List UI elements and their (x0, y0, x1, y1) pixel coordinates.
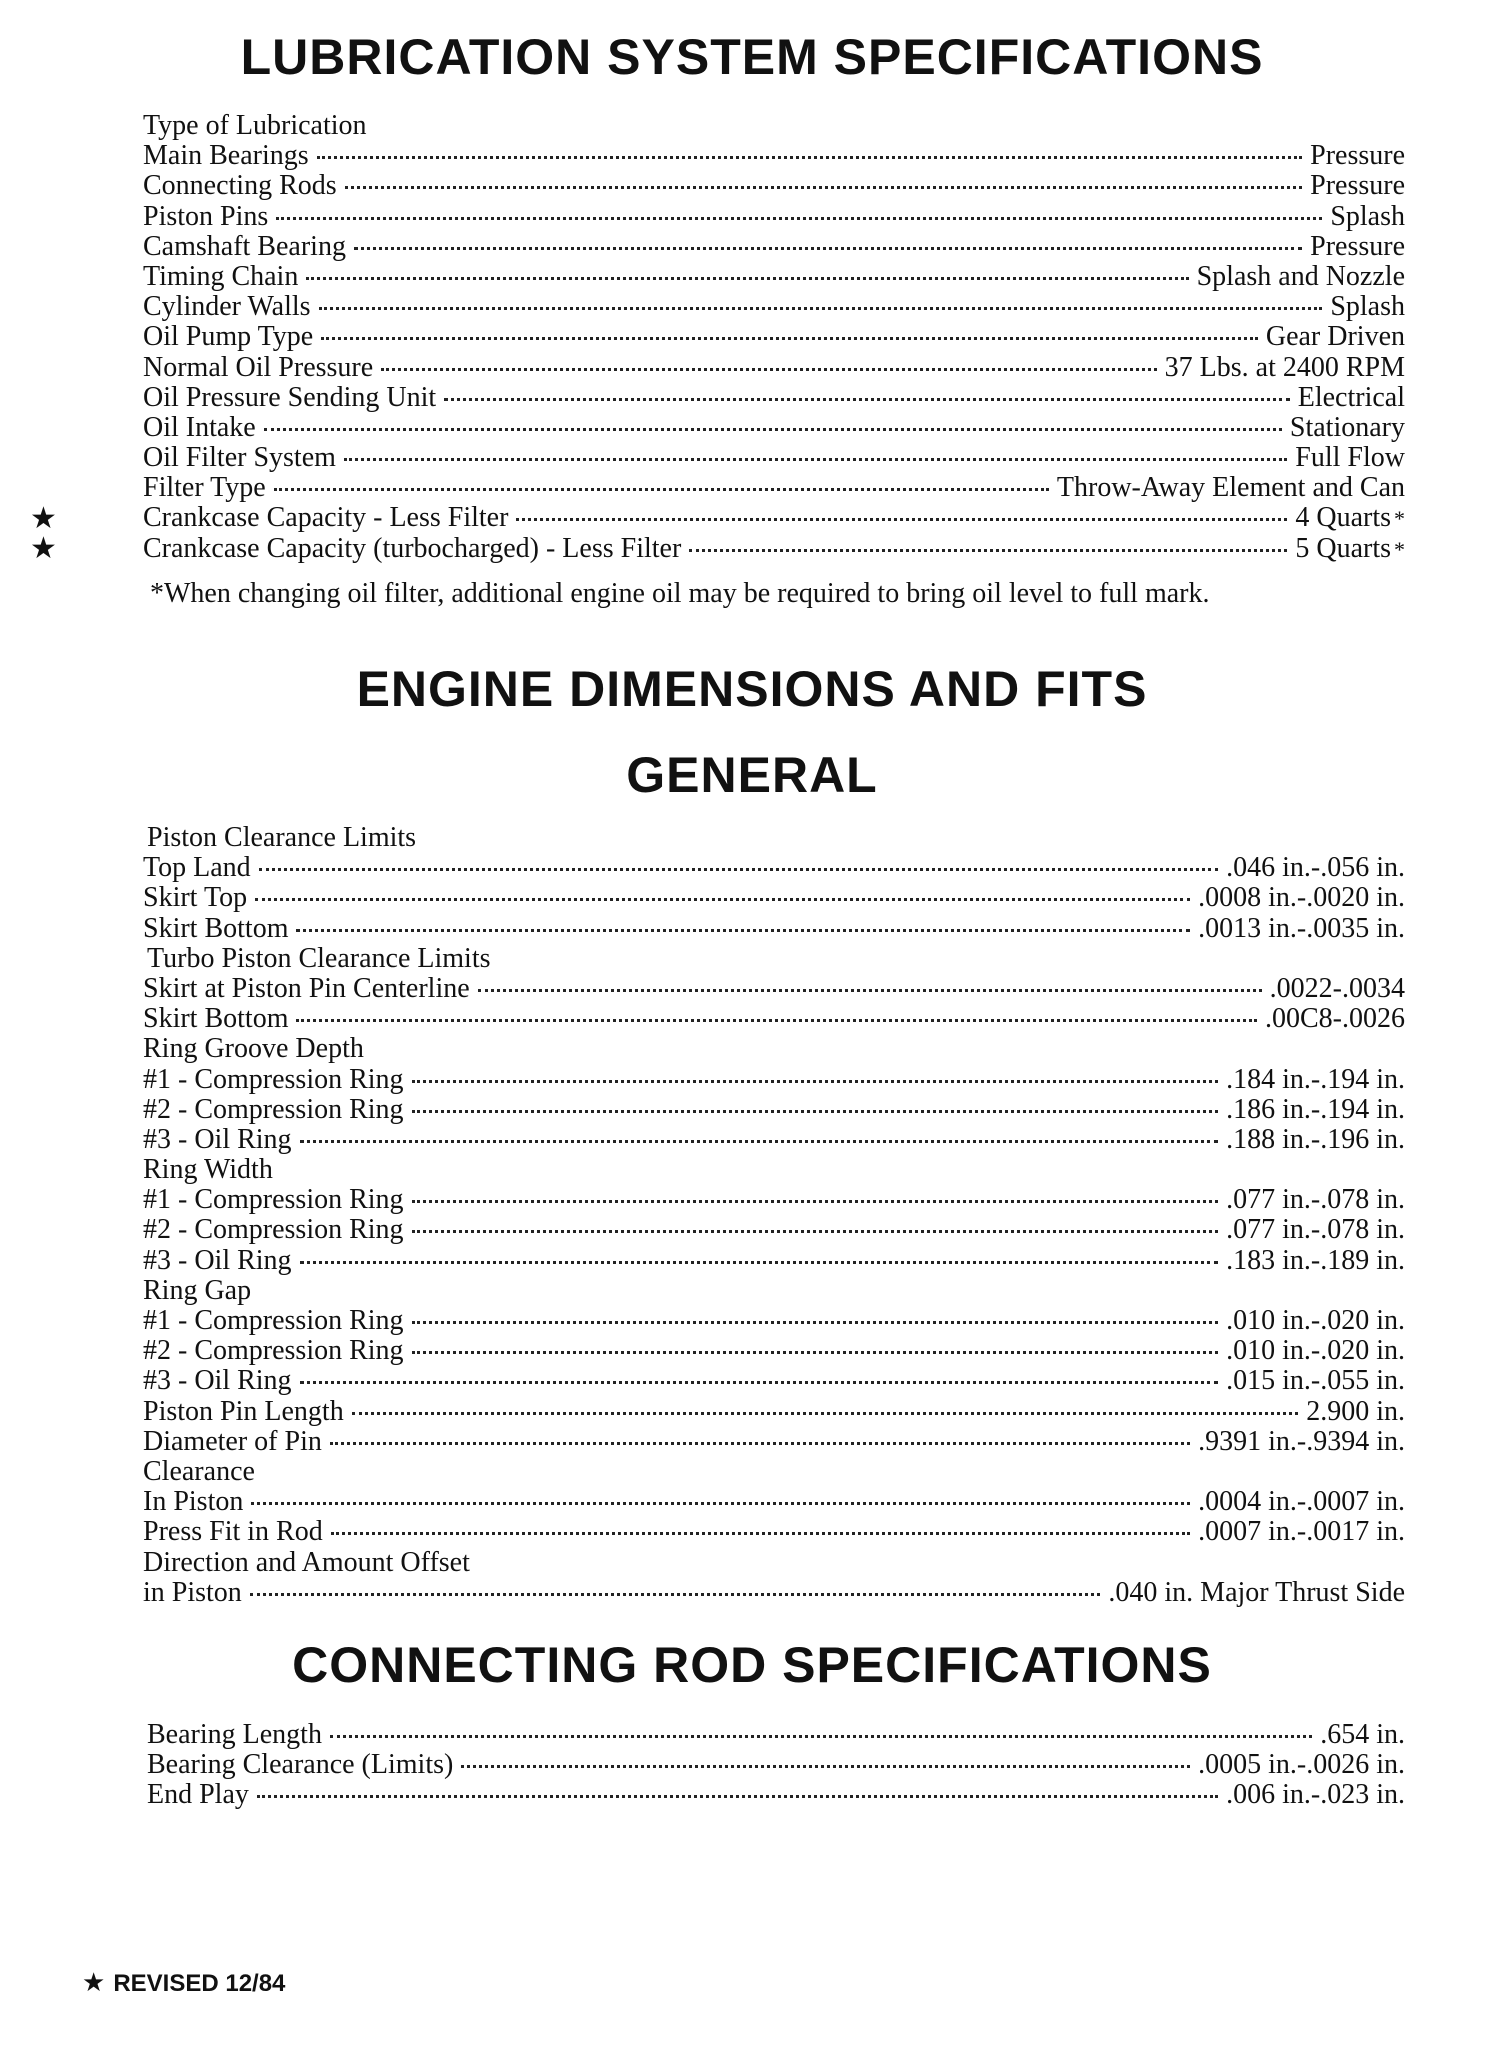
spec-value: .188 in.-.196 in. (1226, 1123, 1405, 1155)
spec-value: .015 in.-.055 in. (1226, 1365, 1405, 1397)
spec-label: Direction and Amount Offset (143, 1546, 470, 1578)
dot-leader (296, 1019, 1257, 1022)
spec-value: Pressure (1310, 170, 1405, 202)
spec-row (143, 1720, 1405, 1750)
spec-row (143, 353, 1405, 383)
general-subtitle: GENERAL (626, 747, 878, 803)
spec-row (143, 1125, 1405, 1155)
spec-value: 5 Quarts (1295, 532, 1391, 564)
spec-row (143, 292, 1405, 322)
spec-row (143, 1185, 1405, 1215)
spec-row (143, 1336, 1405, 1366)
connecting-rod-spec-list (143, 1720, 1405, 1811)
spec-value: Stationary (1289, 411, 1405, 443)
spec-row (143, 1548, 1405, 1578)
spec-row (143, 944, 1405, 974)
spec-label: Piston Pin Length (143, 1395, 344, 1427)
spec-value: Throw-Away Element and Can (1056, 472, 1405, 504)
spec-row (143, 473, 1405, 503)
dot-leader (689, 549, 1287, 552)
dot-leader (344, 458, 1287, 461)
dot-leader (276, 217, 1322, 220)
spec-label: #2 - Compression Ring (143, 1093, 404, 1125)
spec-row (143, 823, 1405, 853)
dot-leader (300, 1381, 1219, 1384)
dot-leader (255, 898, 1190, 901)
engine-spec-list (143, 823, 1405, 1608)
lubrication-spec-list (143, 111, 1405, 564)
dot-leader (352, 1412, 1299, 1415)
spec-label: #1 - Compression Ring (143, 1184, 404, 1216)
spec-label: Oil Pump Type (143, 321, 314, 353)
spec-row (143, 413, 1405, 443)
dot-leader (274, 488, 1049, 491)
spec-row (143, 111, 1405, 141)
spec-label: Ring Gap (143, 1274, 252, 1306)
dot-leader (306, 277, 1188, 280)
dot-leader (257, 1795, 1218, 1798)
spec-value: Electrical (1297, 381, 1405, 413)
engine-dimensions-title: ENGINE DIMENSIONS AND FITS (356, 661, 1148, 717)
spec-value: .0005 in.-.0026 in. (1198, 1749, 1405, 1781)
spec-row (143, 1246, 1405, 1276)
dot-leader (444, 398, 1290, 401)
spec-label: Turbo Piston Clearance Limits (147, 942, 491, 974)
spec-value: Gear Driven (1265, 321, 1405, 353)
spec-row (143, 171, 1405, 201)
spec-label: Crankcase Capacity (turbocharged) - Less Filter (143, 532, 682, 564)
dot-leader (330, 1442, 1190, 1445)
dot-leader (296, 929, 1190, 932)
spec-label: Diameter of Pin (143, 1425, 322, 1457)
spec-label: #3 - Oil Ring (143, 1123, 292, 1155)
dot-leader (331, 1532, 1190, 1535)
spec-label: #1 - Compression Ring (143, 1305, 404, 1336)
spec-label: #2 - Compression Ring (143, 1335, 404, 1367)
oil-filter-note: *When changing oil filter, additional engine oil may be required to bring oil level to full mark. (150, 578, 1210, 609)
spec-label: Bearing Length (147, 1719, 322, 1750)
spec-label: Skirt Top (143, 882, 248, 914)
spec-label: Skirt at Piston Pin Centerline (143, 972, 470, 1004)
dot-leader (412, 1321, 1219, 1324)
spec-row (143, 1750, 1405, 1780)
dot-leader (412, 1351, 1219, 1354)
spec-value: Full Flow (1295, 442, 1405, 474)
spec-row (143, 853, 1405, 883)
spec-row (143, 1517, 1405, 1547)
spec-value: .006 in.-.023 in. (1226, 1779, 1405, 1811)
dot-leader (412, 1080, 1219, 1083)
spec-label: Oil Filter System (143, 442, 336, 474)
spec-row (143, 914, 1405, 944)
dot-leader (412, 1110, 1219, 1113)
spec-row (143, 262, 1405, 292)
spec-row (143, 1155, 1405, 1185)
spec-value: .0022-.0034 (1269, 972, 1405, 1004)
dot-leader (461, 1765, 1190, 1768)
spec-value: .0004 in.-.0007 in. (1198, 1486, 1405, 1518)
spec-row (143, 322, 1405, 352)
spec-row (143, 141, 1405, 171)
spec-row (143, 883, 1405, 913)
spec-label: #2 - Compression Ring (143, 1214, 404, 1246)
revision-footer (82, 1968, 285, 1998)
spec-label: Cylinder Walls (143, 291, 311, 323)
spec-row (143, 1457, 1405, 1487)
spec-label: Crankcase Capacity - Less Filter (143, 502, 509, 534)
spec-label: Filter Type (143, 472, 266, 504)
spec-value: 37 Lbs. at 2400 RPM (1164, 351, 1405, 383)
spec-label: Normal Oil Pressure (143, 351, 374, 383)
spec-row (143, 1487, 1405, 1517)
revision-star-icon: ★ (30, 530, 57, 566)
spec-row (143, 202, 1405, 232)
spec-label: Camshaft Bearing (143, 230, 346, 262)
spec-label: Oil Pressure Sending Unit (143, 381, 437, 413)
dot-leader (250, 1593, 1101, 1596)
spec-value: .077 in.-.078 in. (1226, 1214, 1405, 1246)
spec-row (143, 232, 1405, 262)
dot-leader (300, 1261, 1219, 1264)
revision-star-icon: ★ (82, 1968, 106, 1998)
spec-label: in Piston (143, 1576, 242, 1608)
spec-label: Skirt Bottom (143, 912, 289, 944)
spec-value: 2.900 in. (1306, 1395, 1405, 1427)
spec-label: Main Bearings (143, 140, 309, 172)
spec-value: .010 in.-.020 in. (1226, 1305, 1405, 1336)
spec-value: .040 in. Major Thrust Side (1108, 1576, 1405, 1608)
spec-label: Press Fit in Rod (143, 1516, 323, 1548)
lubrication-title: LUBRICATION SYSTEM SPECIFICATIONS (240, 29, 1264, 85)
spec-row (143, 1427, 1405, 1457)
dot-leader (345, 186, 1302, 189)
spec-label: Ring Width (143, 1154, 273, 1186)
spec-value: 4 Quarts (1295, 502, 1391, 534)
spec-row (143, 1215, 1405, 1245)
spec-row (143, 1276, 1405, 1306)
spec-row (143, 1034, 1405, 1064)
footnote-asterisk: * (1394, 536, 1405, 562)
spec-label: In Piston (143, 1486, 244, 1518)
spec-row (143, 1095, 1405, 1125)
spec-value: .00C8-.0026 (1265, 1003, 1405, 1035)
dot-leader (412, 1230, 1219, 1233)
spec-row (143, 1065, 1405, 1095)
spec-label: Bearing Clearance (Limits) (147, 1749, 454, 1781)
spec-label: #3 - Oil Ring (143, 1244, 292, 1276)
dot-leader (300, 1140, 1219, 1143)
revision-star-icon: ★ (30, 500, 57, 536)
spec-label: Connecting Rods (143, 170, 337, 202)
dot-leader (381, 368, 1156, 371)
spec-value: .9391 in.-.9394 in. (1198, 1425, 1405, 1457)
dot-leader (264, 428, 1282, 431)
spec-row (143, 534, 1405, 564)
dot-leader (259, 868, 1218, 871)
spec-label: #3 - Oil Ring (143, 1365, 292, 1397)
spec-value: .184 in.-.194 in. (1226, 1063, 1405, 1095)
connecting-rod-title: CONNECTING ROD SPECIFICATIONS (292, 1637, 1212, 1693)
spec-row (143, 503, 1405, 533)
revision-text: REVISED 12/84 (113, 1970, 286, 1997)
spec-value: .654 in. (1320, 1719, 1405, 1750)
dot-leader (319, 307, 1323, 310)
spec-label: #1 - Compression Ring (143, 1063, 404, 1095)
spec-row (143, 1004, 1405, 1034)
spec-value: .046 in.-.056 in. (1226, 852, 1405, 884)
dot-leader (478, 989, 1262, 992)
spec-value: Splash (1330, 291, 1405, 323)
dot-leader (516, 518, 1287, 521)
spec-label: Skirt Bottom (143, 1003, 289, 1035)
spec-row (143, 1780, 1405, 1810)
spec-value: .077 in.-.078 in. (1226, 1184, 1405, 1216)
spec-value: .0008 in.-.0020 in. (1198, 882, 1405, 914)
spec-row (143, 443, 1405, 473)
dot-leader (321, 337, 1258, 340)
spec-value: .0007 in.-.0017 in. (1198, 1516, 1405, 1548)
dot-leader (317, 156, 1302, 159)
dot-leader (412, 1200, 1219, 1203)
spec-value: .010 in.-.020 in. (1226, 1335, 1405, 1367)
spec-value: .183 in.-.189 in. (1226, 1244, 1405, 1276)
footnote-asterisk: * (1394, 506, 1405, 532)
spec-row (143, 1397, 1405, 1427)
spec-row (143, 383, 1405, 413)
spec-label: Timing Chain (143, 260, 299, 292)
spec-row (143, 974, 1405, 1004)
spec-value: .186 in.-.194 in. (1226, 1093, 1405, 1125)
spec-row (143, 1306, 1405, 1336)
spec-label: Oil Intake (143, 411, 256, 443)
spec-value: Splash and Nozzle (1196, 260, 1405, 292)
spec-row (143, 1578, 1405, 1608)
spec-row (143, 1366, 1405, 1396)
spec-label: Clearance (143, 1455, 255, 1487)
spec-label: Ring Groove Depth (143, 1033, 364, 1065)
dot-leader (251, 1502, 1190, 1505)
spec-value: Pressure (1310, 230, 1405, 262)
spec-label: End Play (147, 1779, 249, 1811)
spec-label: Type of Lubrication (143, 110, 367, 141)
spec-value: Splash (1330, 200, 1405, 232)
dot-leader (354, 247, 1302, 250)
spec-label: Piston Pins (143, 200, 269, 232)
spec-label: Piston Clearance Limits (147, 822, 417, 853)
spec-value: .0013 in.-.0035 in. (1198, 912, 1405, 944)
spec-value: Pressure (1310, 140, 1405, 172)
dot-leader (330, 1735, 1312, 1738)
spec-label: Top Land (143, 852, 251, 884)
